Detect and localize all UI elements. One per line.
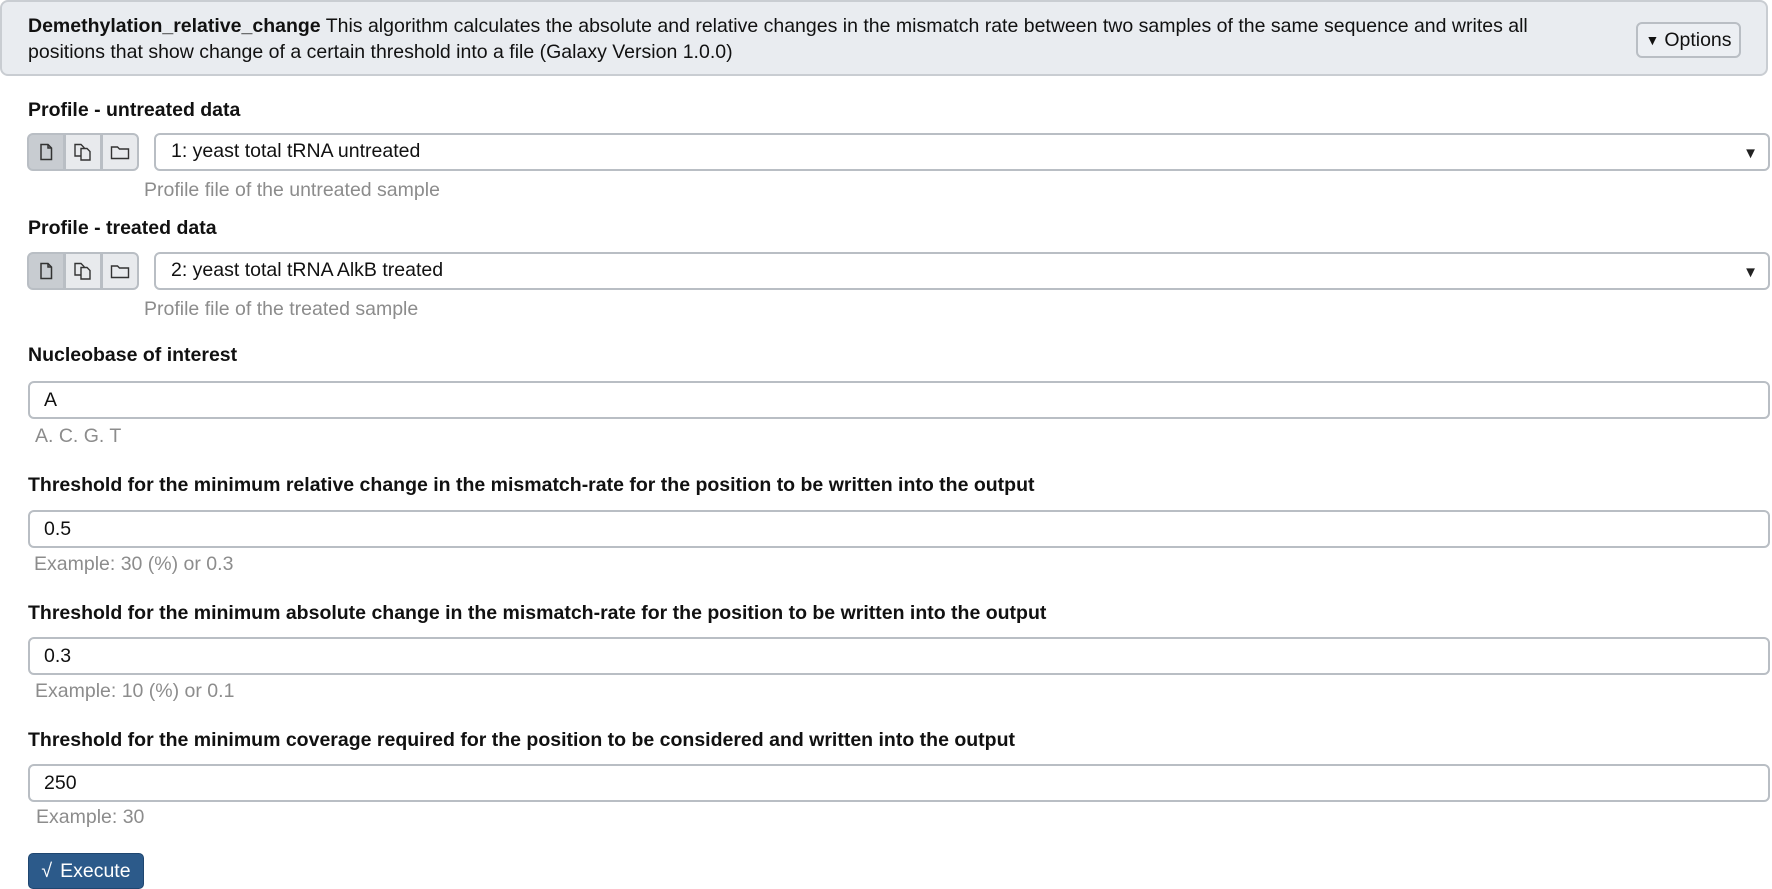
tool-description-block (28, 13, 1588, 65)
tool-header (0, 0, 1768, 76)
coverage-threshold-input[interactable] (28, 764, 1770, 802)
tool-name: Demethylation_relative_change (28, 15, 321, 37)
execute-button[interactable] (28, 853, 144, 889)
relative-threshold-help: Example: 30 (%) or 0.3 (34, 553, 234, 575)
options-label: Options (1664, 28, 1732, 51)
absolute-threshold-help: Example: 10 (%) or 0.1 (35, 680, 235, 702)
options-button[interactable] (1636, 22, 1741, 58)
tool-description: This algorithm calculates the absolute and relative changes in the mismatch rate between two samples of the same sequence and writes all positions that show change of a certain threshold into a file (Galaxy Version 1.0.0) (28, 15, 1528, 63)
nucleobase-help: A. C. G. T (35, 425, 122, 447)
untreated-source-buttons (27, 133, 138, 171)
coverage-threshold-label: Threshold for the minimum coverage required for the position to be considered and written into the output (28, 729, 1015, 751)
treated-dataset-select[interactable] (154, 252, 1770, 290)
untreated-selected-value: 1: yeast total tRNA untreated (171, 140, 421, 162)
untreated-label: Profile - untreated data (28, 99, 241, 121)
dropdown-arrow-icon: ▼ (1743, 145, 1758, 162)
multiple-datasets-icon (73, 143, 93, 161)
coverage-threshold-help: Example: 30 (36, 806, 145, 828)
treated-selected-value: 2: yeast total tRNA AlkB treated (171, 259, 444, 281)
untreated-help: Profile file of the untreated sample (144, 179, 440, 201)
multiple-datasets-icon (73, 262, 93, 280)
dataset-collection-icon (110, 263, 130, 279)
absolute-threshold-label: Threshold for the minimum absolute change in the mismatch-rate for the position to be written into the output (28, 602, 1047, 624)
dataset-collection-button[interactable] (101, 133, 139, 171)
multiple-datasets-button[interactable] (64, 252, 102, 290)
execute-label: Execute (60, 859, 131, 882)
absolute-threshold-input[interactable] (28, 637, 1770, 675)
single-dataset-icon (38, 262, 54, 280)
treated-source-buttons (27, 252, 138, 290)
untreated-dataset-select[interactable] (154, 133, 1770, 171)
treated-label: Profile - treated data (28, 217, 217, 239)
nucleobase-label: Nucleobase of interest (28, 344, 238, 366)
check-icon: √ (41, 859, 53, 882)
multiple-datasets-button[interactable] (64, 133, 102, 171)
relative-threshold-label: Threshold for the minimum relative change in the mismatch-rate for the position to be written into the output (28, 474, 1035, 496)
single-dataset-button[interactable] (27, 252, 65, 290)
caret-down-icon: ▼ (1645, 32, 1660, 48)
nucleobase-input[interactable] (28, 381, 1770, 419)
treated-help: Profile file of the treated sample (144, 298, 419, 320)
single-dataset-button[interactable] (27, 133, 65, 171)
dataset-collection-button[interactable] (101, 252, 139, 290)
dataset-collection-icon (110, 144, 130, 160)
dropdown-arrow-icon: ▼ (1743, 264, 1758, 281)
relative-threshold-input[interactable] (28, 510, 1770, 548)
single-dataset-icon (38, 143, 54, 161)
